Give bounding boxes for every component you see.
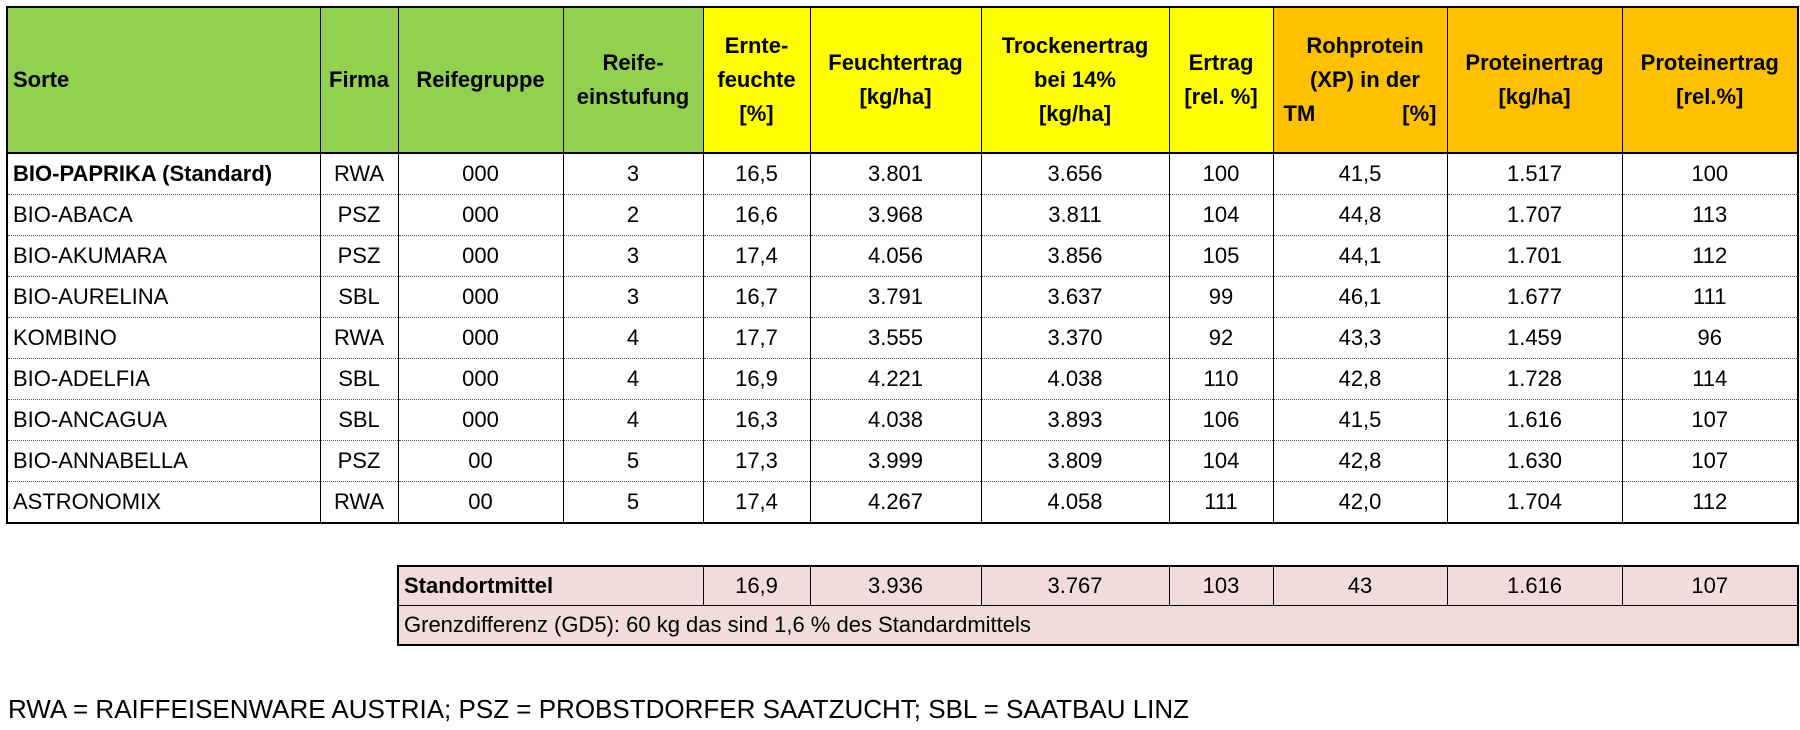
cell-rohprotein: 46,1 [1273, 277, 1447, 318]
table-row [7, 482, 1798, 524]
cell-feuchtertrag: 3.968 [810, 195, 981, 236]
cell-ertrag: 99 [1169, 277, 1273, 318]
cell-proteinertrag-kg: 1.630 [1447, 441, 1622, 482]
cell-proteinertrag-kg: 1.677 [1447, 277, 1622, 318]
cell-proteinertrag-kg: 1.459 [1447, 318, 1622, 359]
cell-ertrag: 92 [1169, 318, 1273, 359]
header-firma: Firma [320, 7, 398, 153]
cell-proteinertrag-kg: 1.616 [1447, 400, 1622, 441]
cell-proteinertrag-rel: 107 [1622, 400, 1798, 441]
cell-erntefeuchte: 16,6 [703, 195, 810, 236]
cell-trockenertrag: 4.038 [981, 359, 1169, 400]
cell-proteinertrag-kg: 1.728 [1447, 359, 1622, 400]
header-row [7, 7, 1798, 153]
summary-ertrag: 103 [1169, 566, 1273, 606]
note-row [398, 606, 1798, 646]
cell-reifegruppe: 000 [398, 277, 563, 318]
header-text-line: Ernte- [724, 33, 789, 58]
cell-ertrag: 100 [1169, 153, 1273, 195]
cell-trockenertrag: 3.637 [981, 277, 1169, 318]
cell-reifegruppe: 000 [398, 359, 563, 400]
cell-trockenertrag: 3.656 [981, 153, 1169, 195]
cell-proteinertrag-rel: 111 [1622, 277, 1798, 318]
header-reifegruppe: Reifegruppe [398, 7, 563, 153]
cell-firma: PSZ [320, 236, 398, 277]
cell-sorte: BIO-AURELINA [7, 277, 320, 318]
cell-feuchtertrag: 3.791 [810, 277, 981, 318]
cell-feuchtertrag: 4.221 [810, 359, 981, 400]
summary-row [398, 566, 1798, 606]
cell-reifegruppe: 000 [398, 318, 563, 359]
summary-trockenertrag: 3.767 [981, 566, 1169, 606]
cell-trockenertrag: 4.058 [981, 482, 1169, 524]
table-row [7, 236, 1798, 277]
cell-reifeeinstufung: 5 [563, 441, 703, 482]
cell-ertrag: 110 [1169, 359, 1273, 400]
cell-erntefeuchte: 17,4 [703, 236, 810, 277]
cell-reifeeinstufung: 5 [563, 482, 703, 524]
cell-erntefeuchte: 17,4 [703, 482, 810, 524]
header-text-line: [kg/ha] [1498, 84, 1571, 109]
header-proteinertrag-kg [1447, 7, 1622, 153]
cell-rohprotein: 44,1 [1273, 236, 1447, 277]
header-reifeeinstufung [563, 7, 703, 153]
table-row [7, 195, 1798, 236]
cell-trockenertrag: 3.809 [981, 441, 1169, 482]
table-row [7, 318, 1798, 359]
header-sorte: Sorte [7, 7, 320, 153]
cell-ertrag: 106 [1169, 400, 1273, 441]
cell-feuchtertrag: 3.555 [810, 318, 981, 359]
header-text-line: einstufung [576, 84, 690, 109]
cell-proteinertrag-rel: 112 [1622, 482, 1798, 524]
cell-ertrag: 104 [1169, 441, 1273, 482]
cell-sorte: BIO-ANCAGUA [7, 400, 320, 441]
cell-sorte: BIO-PAPRIKA (Standard) [13, 161, 273, 186]
cell-erntefeuchte: 17,3 [703, 441, 810, 482]
cell-firma: SBL [320, 277, 398, 318]
cell-proteinertrag-rel: 112 [1622, 236, 1798, 277]
cell-sorte: BIO-ADELFIA [7, 359, 320, 400]
summary-proteinertrag-rel: 107 [1622, 566, 1798, 606]
header-trockenertrag [981, 7, 1169, 153]
cell-erntefeuchte: 16,7 [703, 277, 810, 318]
cell-reifeeinstufung: 3 [563, 236, 703, 277]
cell-reifegruppe: 00 [398, 441, 563, 482]
cell-reifeeinstufung: 4 [563, 318, 703, 359]
cell-proteinertrag-rel: 96 [1622, 318, 1798, 359]
header-text-line: Proteinertrag [1465, 50, 1604, 75]
cell-rohprotein: 44,8 [1273, 195, 1447, 236]
variety-trial-table [6, 6, 1799, 524]
cell-reifegruppe: 000 [398, 400, 563, 441]
cell-proteinertrag-rel: 100 [1622, 153, 1798, 195]
grenzdifferenz-note: Grenzdifferenz (GD5): 60 kg das sind 1,6 % des Standardmittels [398, 606, 1798, 646]
header-text-line: Ertrag [1188, 50, 1254, 75]
header-rohprotein [1273, 7, 1447, 153]
header-text-line: bei 14% [1034, 67, 1116, 92]
cell-erntefeuchte: 17,7 [703, 318, 810, 359]
cell-ertrag: 105 [1169, 236, 1273, 277]
header-text-line: Reife- [602, 50, 664, 75]
cell-rohprotein: 42,0 [1273, 482, 1447, 524]
cell-erntefeuchte: 16,3 [703, 400, 810, 441]
summary-table [397, 565, 1799, 646]
cell-proteinertrag-rel: 114 [1622, 359, 1798, 400]
cell-rohprotein: 42,8 [1273, 441, 1447, 482]
header-unit-tm: TM [1283, 101, 1316, 126]
cell-rohprotein: 42,8 [1273, 359, 1447, 400]
header-text-line: Proteinertrag [1640, 50, 1779, 75]
cell-reifegruppe: 000 [398, 236, 563, 277]
cell-sorte: BIO-AKUMARA [7, 236, 320, 277]
cell-trockenertrag: 3.811 [981, 195, 1169, 236]
cell-firma: SBL [320, 400, 398, 441]
header-text-line: feuchte [717, 67, 796, 92]
cell-proteinertrag-rel: 107 [1622, 441, 1798, 482]
header-erntefeuchte [703, 7, 810, 153]
cell-reifeeinstufung: 2 [563, 195, 703, 236]
cell-firma: RWA [320, 482, 398, 524]
header-text-line: (XP) in der [1309, 67, 1420, 92]
cell-proteinertrag-kg: 1.517 [1447, 153, 1622, 195]
header-feuchtertrag [810, 7, 981, 153]
cell-reifegruppe: 00 [398, 482, 563, 524]
table-row [7, 277, 1798, 318]
header-text-line: [rel. %] [1184, 84, 1258, 109]
cell-firma: PSZ [320, 441, 398, 482]
header-ertrag [1169, 7, 1273, 153]
cell-sorte: ASTRONOMIX [7, 482, 320, 524]
table-row [7, 400, 1798, 441]
header-text-line [1284, 97, 1447, 131]
header-text-line: [rel.%] [1676, 84, 1744, 109]
cell-proteinertrag-rel: 113 [1622, 195, 1798, 236]
cell-reifeeinstufung: 3 [563, 153, 703, 195]
cell-reifeeinstufung: 4 [563, 400, 703, 441]
cell-proteinertrag-kg: 1.707 [1447, 195, 1622, 236]
cell-sorte: KOMBINO [7, 318, 320, 359]
cell-rohprotein: 41,5 [1273, 400, 1447, 441]
header-unit-percent: [%] [1402, 101, 1437, 126]
table-row [7, 153, 1798, 195]
cell-proteinertrag-kg: 1.701 [1447, 236, 1622, 277]
header-text-line: Feuchtertrag [828, 50, 963, 75]
cell-ertrag: 104 [1169, 195, 1273, 236]
table-row [7, 359, 1798, 400]
header-text-line: Trockenertrag [1001, 33, 1149, 58]
cell-erntefeuchte: 16,5 [703, 153, 810, 195]
table-body [7, 153, 1798, 523]
cell-feuchtertrag: 3.801 [810, 153, 981, 195]
header-text-line: [%] [739, 101, 774, 126]
cell-reifeeinstufung: 3 [563, 277, 703, 318]
cell-feuchtertrag: 3.999 [810, 441, 981, 482]
cell-ertrag: 111 [1169, 482, 1273, 524]
cell-firma: SBL [320, 359, 398, 400]
cell-rohprotein: 43,3 [1273, 318, 1447, 359]
cell-feuchtertrag: 4.038 [810, 400, 981, 441]
cell-reifegruppe: 000 [398, 195, 563, 236]
header-text-line: Rohprotein [1306, 33, 1424, 58]
cell-reifegruppe: 000 [398, 153, 563, 195]
company-legend: RWA = RAIFFEISENWARE AUSTRIA; PSZ = PROBSTDORFER SAATZUCHT; SBL = SAATBAU LINZ [8, 694, 1190, 724]
header-text-line: [kg/ha] [859, 84, 932, 109]
summary-rohprotein: 43 [1273, 566, 1447, 606]
cell-sorte: BIO-ABACA [7, 195, 320, 236]
summary-proteinertrag-kg: 1.616 [1447, 566, 1622, 606]
cell-sorte: BIO-ANNABELLA [7, 441, 320, 482]
cell-erntefeuchte: 16,9 [703, 359, 810, 400]
cell-firma: RWA [320, 318, 398, 359]
cell-firma: PSZ [320, 195, 398, 236]
cell-trockenertrag: 3.370 [981, 318, 1169, 359]
cell-trockenertrag: 3.893 [981, 400, 1169, 441]
summary-erntefeuchte: 16,9 [703, 566, 810, 606]
cell-trockenertrag: 3.856 [981, 236, 1169, 277]
cell-proteinertrag-kg: 1.704 [1447, 482, 1622, 524]
cell-feuchtertrag: 4.056 [810, 236, 981, 277]
header-proteinertrag-rel [1622, 7, 1798, 153]
summary-feuchtertrag: 3.936 [810, 566, 981, 606]
table-row [7, 441, 1798, 482]
summary-label: Standortmittel [398, 566, 703, 606]
cell-rohprotein: 41,5 [1273, 153, 1447, 195]
cell-firma: RWA [320, 153, 398, 195]
cell-feuchtertrag: 4.267 [810, 482, 981, 524]
header-text-line: [kg/ha] [1038, 101, 1112, 126]
cell-reifeeinstufung: 4 [563, 359, 703, 400]
